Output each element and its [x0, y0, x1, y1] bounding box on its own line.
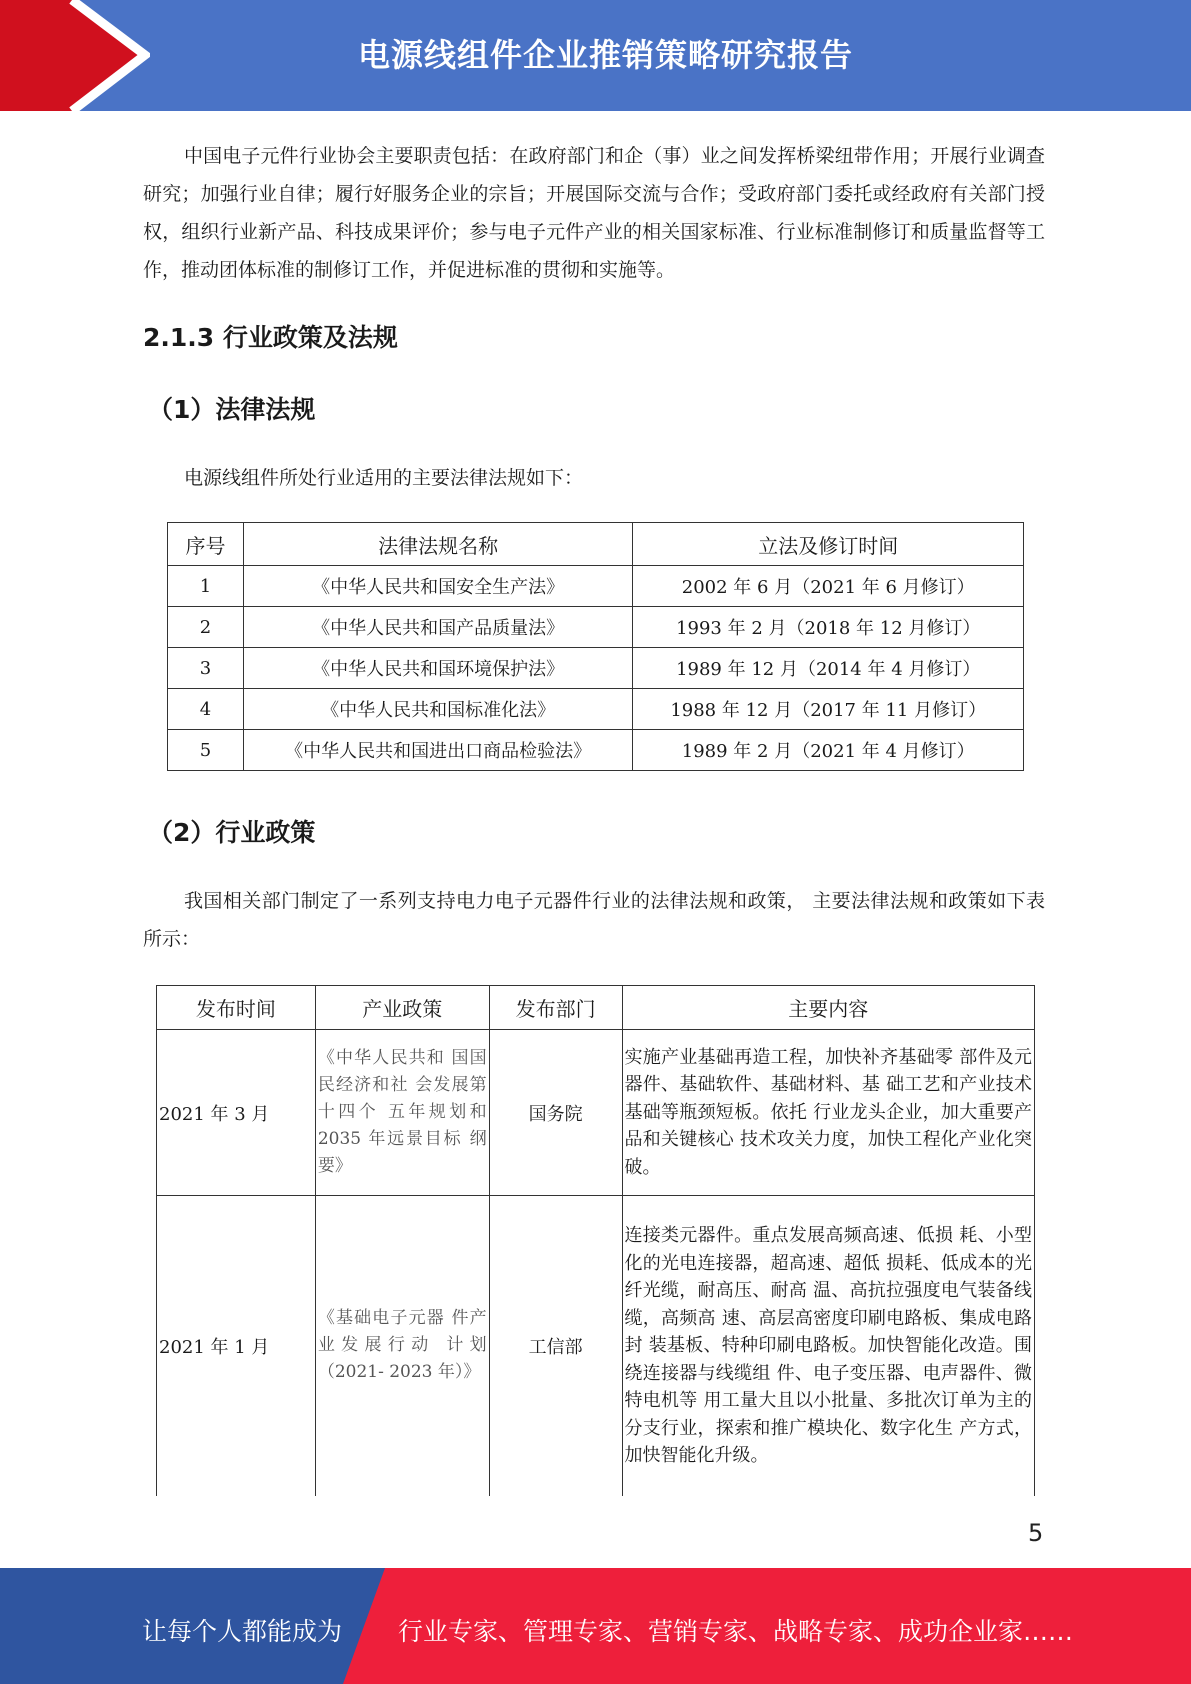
law-date: 1989 年 12 月（2014 年 4 月修订）	[633, 648, 1024, 689]
law-name: 《中华人民共和国产品质量法》	[243, 607, 633, 648]
column-header: 立法及修订时间	[633, 523, 1024, 566]
subsection-heading-policy: （2）行业政策	[148, 818, 316, 847]
publishing-department: 国务院	[489, 1030, 622, 1196]
footer-slogan-left: 让每个人都能成为	[142, 1617, 343, 1646]
law-date: 1989 年 2 月（2021 年 4 月修订）	[633, 730, 1024, 771]
policy-name: 《基础电子元器 件产业发展行动 计划（2021- 2023 年）》	[315, 1196, 489, 1496]
policy-table	[156, 985, 1035, 1496]
law-name: 《中华人民共和国环境保护法》	[243, 648, 633, 689]
section-heading: 2.1.3 行业政策及法规	[143, 323, 398, 352]
table-row	[168, 648, 1024, 689]
laws-intro: 电源线组件所处行业适用的主要法律法规如下：	[184, 467, 584, 489]
law-name: 《中华人民共和国进出口商品检验法》	[243, 730, 633, 771]
intro-paragraph: 中国电子元件行业协会主要职责包括：在政府部门和企（事）业之间发挥桥梁纽带作用；开展行业调查研究；加强行业自律；履行好服务企业的宗旨；开展国际交流与合作；受政府部门委托或经政府有关部门授权，组织行业新产品、科技成果评价；参与电子元件产业的相关国家标准、行业标准制修订和质量监督等工作，推动团体标准的制修订工作，并促进标准的贯彻和实施等。	[143, 145, 1045, 281]
table-row	[168, 607, 1024, 648]
table-header-row	[168, 523, 1024, 566]
law-date: 1993 年 2 月（2018 年 12 月修订）	[633, 607, 1024, 648]
table-row	[157, 1196, 1035, 1496]
publish-date: 2021 年 3 月	[157, 1030, 316, 1196]
column-header: 产业政策	[315, 986, 489, 1030]
column-header: 主要内容	[622, 986, 1035, 1030]
publish-date: 2021 年 1 月	[157, 1196, 316, 1496]
law-name: 《中华人民共和国安全生产法》	[243, 566, 633, 607]
column-header: 发布时间	[157, 986, 316, 1030]
policy-name: 《中华人民共和 国国民经济和社 会发展第十四个 五年规划和 2035 年远景目标 纲要》	[315, 1030, 489, 1196]
row-index: 4	[168, 689, 244, 730]
table-header-row	[157, 986, 1035, 1030]
column-header: 发布部门	[489, 986, 622, 1030]
policy-content: 连接类元器件。重点发展高频高速、低损 耗、小型化的光电连接器，超高速、超低 损耗、低成本的光纤光缆，耐高压、耐高 温、高抗拉强度电气装备线缆，高频高 速、高层高密度印刷电路板、集成电路封 装基板、特种印刷电路板。加快智能化改造。围绕连接器与线缆组 件、电子变压器、电声器件、微特电机等 用工量大且以小批量、多批次订单为主的 分支行业，探索和推广模块化、数字化生 产方式，加快智能化升级。	[622, 1196, 1035, 1496]
row-index: 2	[168, 607, 244, 648]
table-row	[157, 1030, 1035, 1196]
column-header: 法律法规名称	[243, 523, 633, 566]
footer-slogan-right: 行业专家、管理专家、营销专家、战略专家、成功企业家……	[398, 1617, 1074, 1646]
row-index: 1	[168, 566, 244, 607]
table-row	[168, 689, 1024, 730]
page-number: 5	[1028, 1519, 1044, 1547]
page-footer	[0, 1568, 1191, 1684]
report-title: 电源线组件企业推销策略研究报告	[357, 36, 853, 74]
publishing-department: 工信部	[489, 1196, 622, 1496]
column-header: 序号	[168, 523, 244, 566]
table-row	[168, 566, 1024, 607]
page-header	[0, 0, 1191, 111]
laws-table	[167, 522, 1024, 771]
policy-intro: 我国相关部门制定了一系列支持电力电子元器件行业的法律法规和政策， 主要法律法规和政策如下表所示：	[143, 890, 1045, 950]
law-name: 《中华人民共和国标准化法》	[243, 689, 633, 730]
table-row	[168, 730, 1024, 771]
row-index: 5	[168, 730, 244, 771]
law-date: 2002 年 6 月（2021 年 6 月修订）	[633, 566, 1024, 607]
policy-content: 实施产业基础再造工程，加快补齐基础零 部件及元器件、基础软件、基础材料、基 础工艺和产业技术基础等瓶颈短板。依托 行业龙头企业，加大重要产品和关键核心 技术攻关力度，加快工程化产业化突破。	[622, 1030, 1035, 1196]
law-date: 1988 年 12 月（2017 年 11 月修订）	[633, 689, 1024, 730]
subsection-heading-laws: （1）法律法规	[148, 395, 316, 424]
row-index: 3	[168, 648, 244, 689]
